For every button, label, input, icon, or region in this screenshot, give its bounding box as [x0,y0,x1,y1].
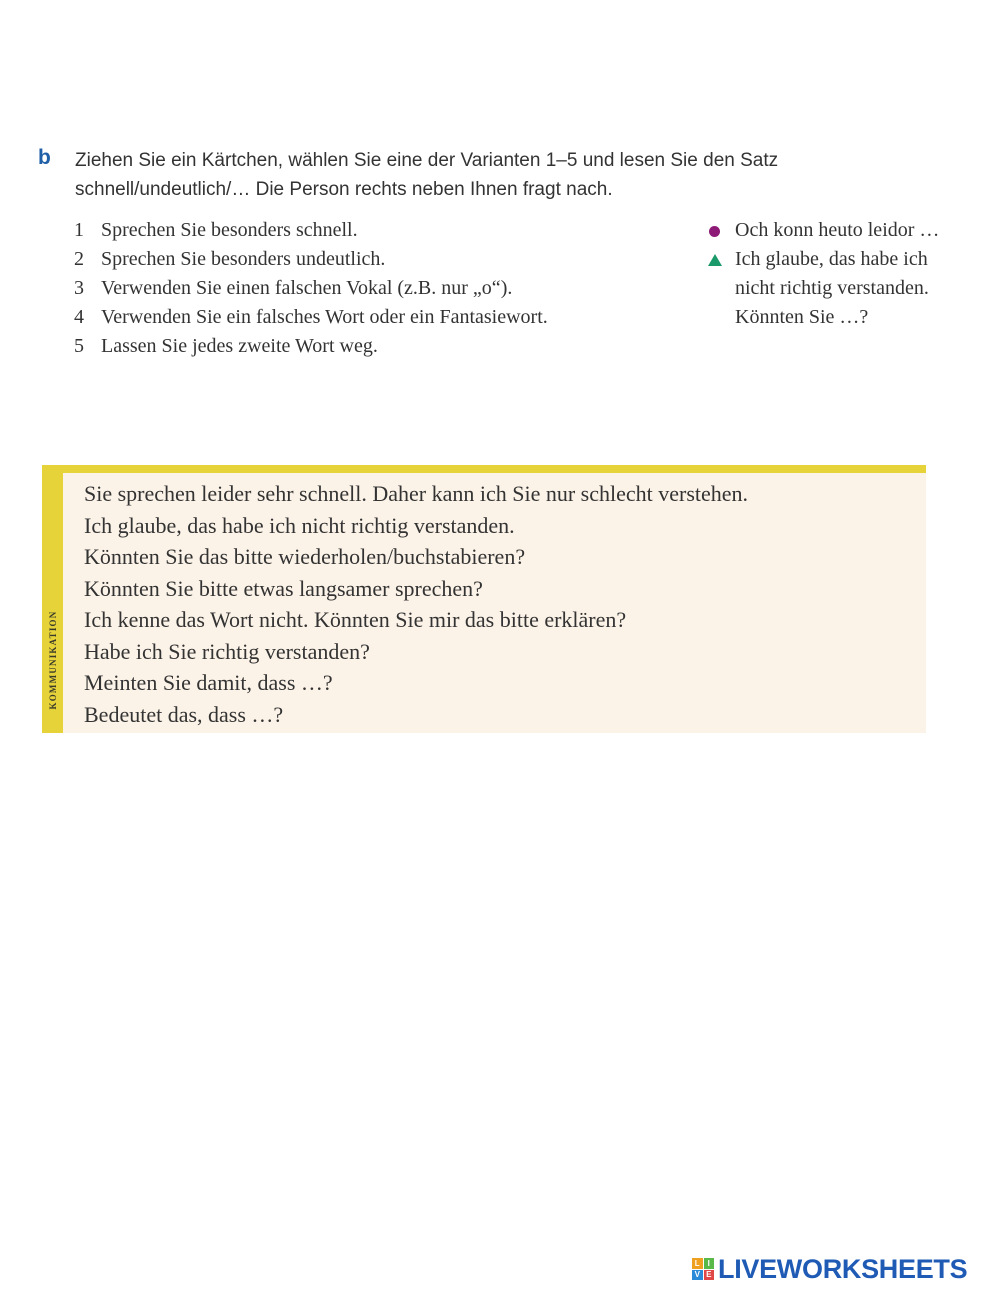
triangle-marker-icon [708,254,722,266]
phrase-item: Habe ich Sie richtig verstanden? [84,638,370,664]
example-dialog [707,216,939,332]
phrase-item: Ich kenne das Wort nicht. Könnten Sie mir das bitte erklären? [84,607,627,632]
instruction-line: Ziehen Sie ein Kärtchen, wählen Sie eine der Varianten 1–5 und lesen Sie den Satz [75,150,779,171]
variant-text: Sprechen Sie besonders undeutlich. [101,248,386,270]
logo-tile: L [692,1258,703,1269]
variant-item [74,216,548,245]
variant-text: Lassen Sie jedes zweite Wort weg. [101,335,378,357]
box-top-accent [42,465,926,473]
communication-phrases [84,478,748,730]
variant-text: Sprechen Sie besonders schnell. [101,219,358,241]
phrase-item: Könnten Sie bitte etwas langsamer sprechen? [84,575,483,601]
communication-side-label [42,600,63,720]
variant-number: 3 [74,277,84,299]
variant-number: 5 [74,335,84,357]
task-instruction [75,146,955,204]
dialog-speaker-a [707,216,939,245]
dialog-speaker-b [707,245,939,274]
liveworksheets-logo-icon [692,1258,714,1280]
variant-item [74,274,548,303]
variant-item [74,332,548,361]
logo-text: LIVEWORKSHEETS [718,1253,968,1284]
phrase-item: Meinten Sie damit, dass …? [84,670,333,695]
task-letter: b [38,146,51,169]
variant-item [74,303,548,332]
variant-number: 4 [74,306,84,328]
dialog-line: Och konn heuto leidor … [735,219,940,241]
logo-tile: E [704,1270,715,1281]
dialog-line: Ich glaube, das habe ich [735,248,928,270]
phrase-item: Bedeutet das, dass …? [84,701,284,727]
circle-marker-icon [709,226,720,237]
liveworksheets-logo[interactable] [692,1252,967,1286]
dialog-line: Könnten Sie …? [735,306,869,328]
variant-number: 1 [74,219,84,241]
logo-tile: V [692,1270,703,1281]
dialog-speaker-b-cont [707,274,939,303]
logo-tile: I [704,1258,715,1269]
variant-text: Verwenden Sie ein falsches Wort oder ein Fantasiewort. [101,306,548,328]
variant-number: 2 [74,248,84,270]
dialog-speaker-b-cont [707,303,939,332]
variants-list [74,216,548,361]
phrase-item: Ich glaube, das habe ich nicht richtig verstanden. [84,512,515,538]
variant-text: Verwenden Sie einen falschen Vokal (z.B. nur „o“). [101,277,513,299]
instruction-line: schnell/undeutlich/… Die Person rechts neben Ihnen fragt nach. [75,179,613,200]
side-label-text: KOMMUNIKATION [47,610,58,710]
phrase-item: Sie sprechen leider sehr schnell. Daher kann ich Sie nur schlecht verstehen. [84,481,749,506]
dialog-line: nicht richtig verstanden. [735,277,929,299]
phrase-item: Könnten Sie das bitte wiederholen/buchstabieren? [84,544,526,569]
variant-item [74,245,548,274]
